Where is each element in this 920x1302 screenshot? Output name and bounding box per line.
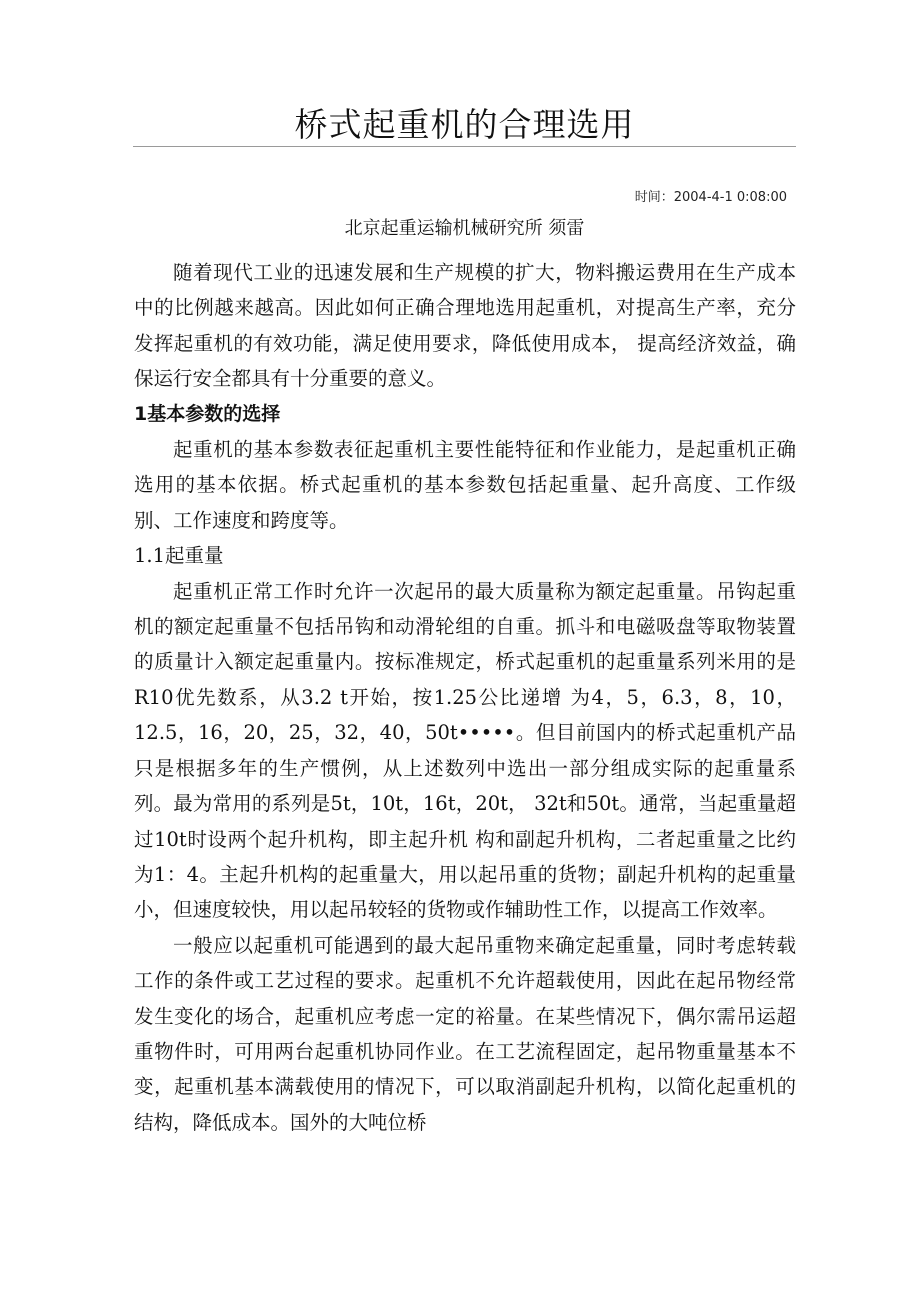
section-1-1-paragraph-2: 一般应以起重机可能遇到的最大起吊重物来确定起重量，同时考虑转载工作的条件或工艺过程的要求。起重机不允许超载使用，因此在起吊物经常发生变化的场合，起重机应考虑一定的裕量。在某些情况下，偶尔需吊运超重物件时，可用两台起重机协同作业。在工艺流程固定，起吊物重量基本不变，起重机基本满载使用的情况下，可以取消副起升机构，以简化起重机的结构，降低成本。国外的大吨位桥 <box>134 933 796 1134</box>
article-body <box>134 255 796 1140</box>
title-divider <box>133 146 796 147</box>
page-title: 桥式起重机的合理选用 <box>294 105 635 144</box>
publish-time: 时间：2004-4-1 0:08:00 <box>634 190 787 205</box>
author-line: 北京起重运输机械研究所 须雷 <box>344 218 585 239</box>
section-1-1-heading: 1.1起重量 <box>134 544 224 568</box>
section-1-1-paragraph-1: 起重机正常工作时允许一次起吊的最大质量称为额定起重量。吊钩起重机的额定起重量不包括吊钩和动滑轮组的自重。抓斗和电磁吸盘等取物装置的质量计入额定起重量内。按标准规定，桥式起重机的起重量系列米用的是R10优先数系，从3.2 t开始，按1.25公比递增 为4，5，6.3，8，10，12.5，16，20，25，32，40，50t•••••。但目前国内的桥式起重机产品只是根据多年的生产惯例，从上述数列中选出一部分组成实际的起重量系列。最为常用的系列是5t，10t，16t，20t， 32t和50t。通常，当起重量超过10t时设两个起升机构，即主起升机 构和副起升机构，二者起重量之比约为1：4。主起升机构的起重量大，用以起吊重的货物；副起升机构的起重量小，但速度较快，用以起吊较轻的货物或作辅助性工作，以提高工作效率。 <box>134 579 796 922</box>
section-1-heading: 1基本参数的选择 <box>134 402 281 425</box>
intro-paragraph: 随着现代工业的迅速发展和生产规模的扩大，物料搬运费用在生产成本中的比例越来越高。因此如何正确合理地选用起重机，对提高生产率，充分发挥起重机的有效功能，满足使用要求，降低使用成本， 提高经济效益，确保运行安全都具有十分重要的意义。 <box>134 261 796 391</box>
section-1-paragraph: 起重机的基本参数表征起重机主要性能特征和作业能力，是起重机正确选用的基本依据。桥式起重机的基本参数包括起重量、起升高度、工作级别、工作速度和跨度等。 <box>134 438 796 532</box>
